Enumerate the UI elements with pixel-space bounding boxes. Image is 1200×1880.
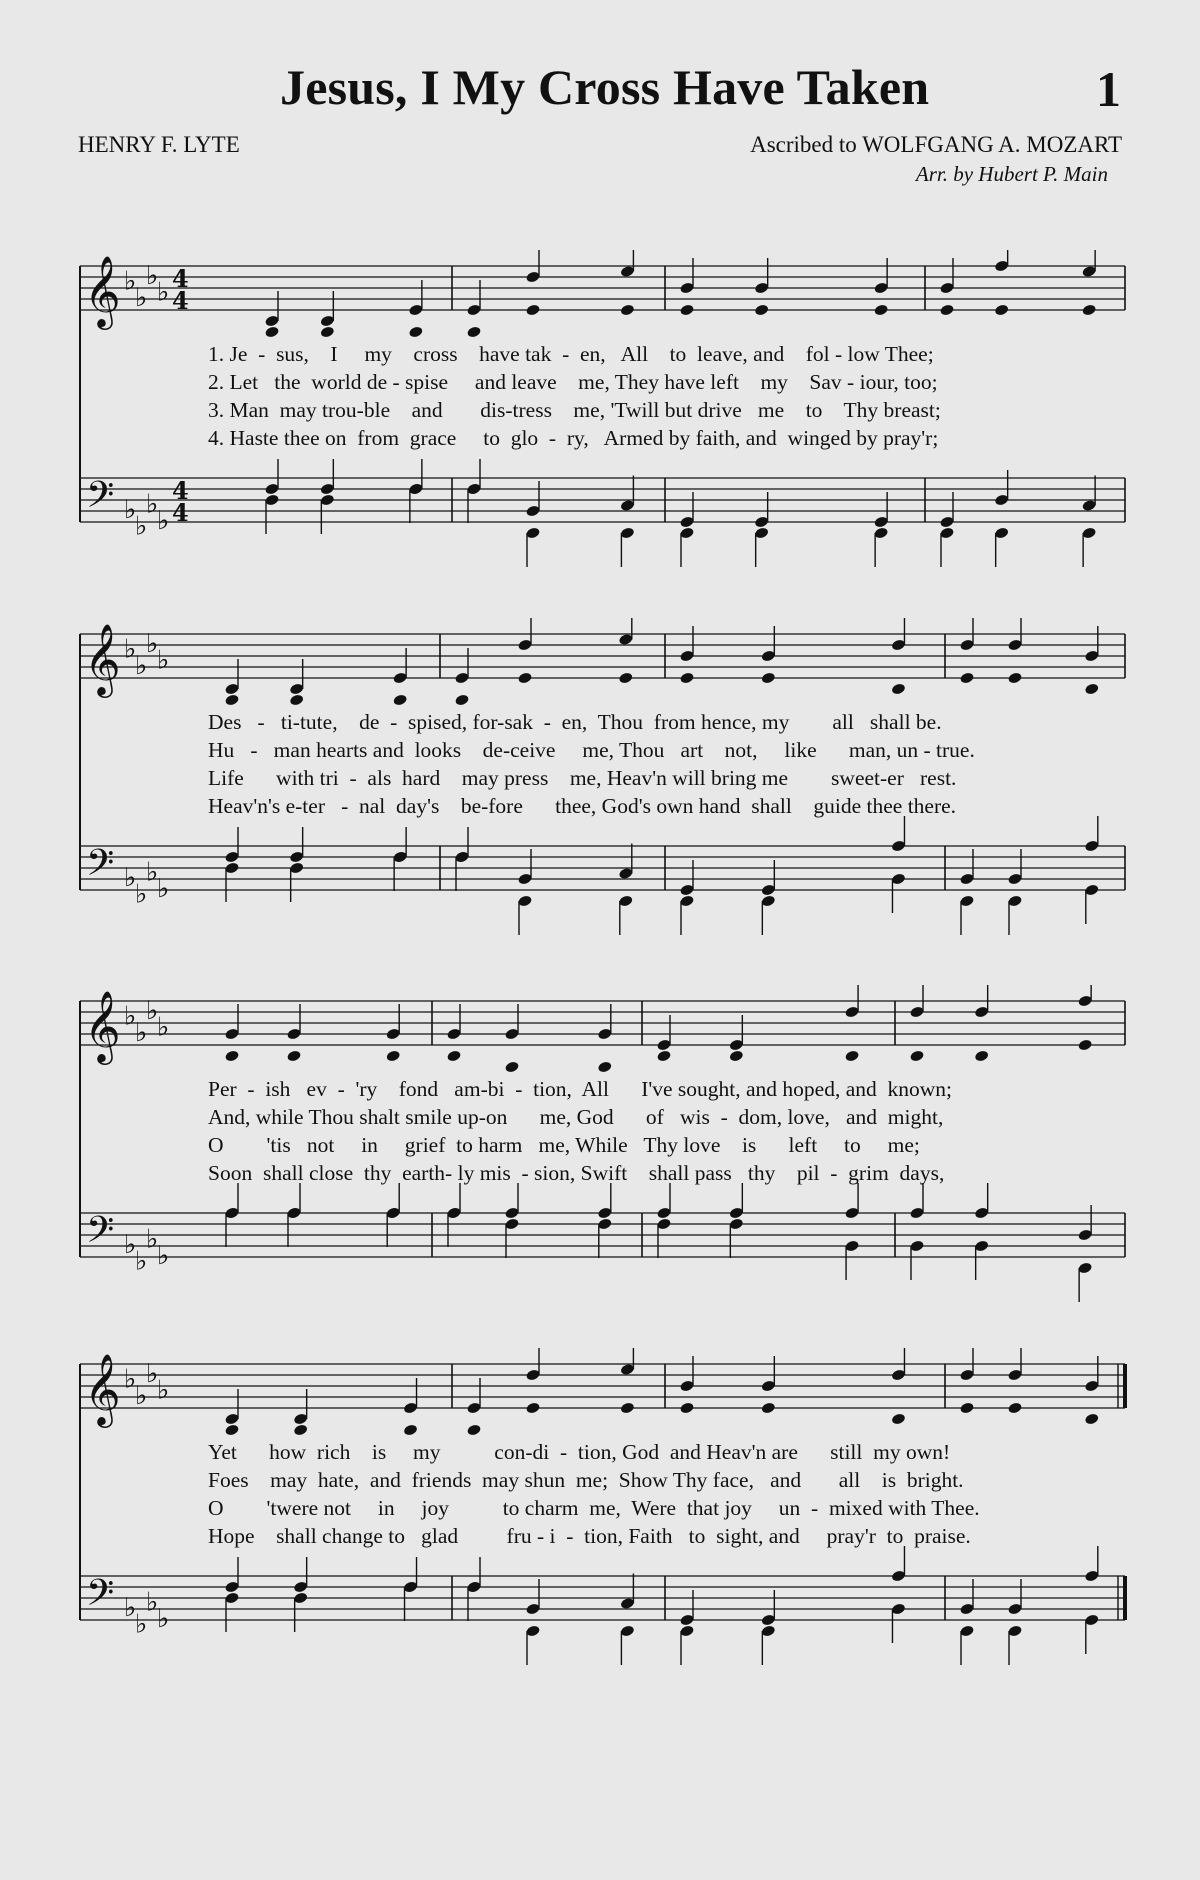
flat-sign-icon: ♭ <box>124 1364 137 1395</box>
flat-sign-icon: ♭ <box>135 283 148 313</box>
flat-sign-icon: ♭ <box>157 1375 170 1406</box>
note-head <box>1084 1412 1099 1425</box>
flat-sign-icon: ♭ <box>135 1381 148 1411</box>
note-head <box>454 693 469 706</box>
lyric-verse-1: Yet how rich is my con-di - tion, God and Heav'n are still my own! <box>208 1440 951 1464</box>
note-head <box>286 1049 301 1062</box>
flat-sign-icon: ♭ <box>135 651 148 681</box>
note-head <box>517 671 532 684</box>
note-head <box>618 671 633 684</box>
flat-sign-icon: ♭ <box>157 1241 170 1271</box>
note-head <box>891 682 906 695</box>
treble-clef-icon: 𝄞 <box>84 1352 121 1425</box>
music-system-2 <box>0 618 1200 958</box>
note-head <box>1084 682 1099 695</box>
arranger-credit: Arr. by Hubert P. Main <box>915 162 1108 186</box>
note-head <box>504 1060 519 1073</box>
bass-clef-icon: 𝄢 <box>86 1572 115 1623</box>
flat-sign-icon: ♭ <box>124 495 137 525</box>
composer-credit: Ascribed to WOLFGANG A. MOZART <box>750 132 1122 157</box>
lyric-verse-4: Heav'n's e-ter - nal day's be-fore thee, God's own hand shall guide thee there. <box>208 794 957 818</box>
lyrics-block <box>208 340 1118 452</box>
note-head <box>754 303 769 316</box>
note-head <box>320 325 335 338</box>
flat-sign-icon: ♭ <box>146 1587 159 1618</box>
note-head <box>656 1049 671 1062</box>
note-head <box>386 1049 401 1062</box>
flat-sign-icon: ♭ <box>124 266 137 297</box>
music-system-1 <box>0 250 1200 590</box>
note-head <box>873 303 888 316</box>
flat-sign-icon: ♭ <box>157 874 170 904</box>
note-head <box>597 1060 612 1073</box>
flat-sign-icon: ♭ <box>146 261 159 291</box>
lyric-verse-4: Hope shall change to glad fru - i - tion, Faith to sight, and pray'r to praise. <box>208 1524 971 1548</box>
flat-sign-icon: ♭ <box>124 863 137 893</box>
note-head <box>289 693 304 706</box>
lyric-verse-2: Hu - man hearts and looks de-ceive me, Thou art not, like man, un - true. <box>208 738 975 762</box>
note-head <box>525 303 540 316</box>
bass-clef-icon: 𝄢 <box>86 842 115 893</box>
lyric-verse-4: 4. Haste thee on from grace to glo - ry, Armed by faith, and winged by pray'r; <box>208 426 939 450</box>
flat-sign-icon: ♭ <box>124 634 137 665</box>
music-system-3 <box>0 985 1200 1325</box>
lyric-verse-1: Per - ish ev - 'ry fond am-bi - tion, All I've sought, and hoped, and known; <box>208 1077 953 1101</box>
lyric-verse-3: O 'twere not in joy to charm me, Were that joy un - mixed with Thee. <box>208 1496 980 1520</box>
flat-sign-icon: ♭ <box>124 1593 137 1623</box>
note-head <box>761 1401 776 1414</box>
treble-clef-icon: 𝄞 <box>84 622 121 695</box>
time-signature-numerator: 4 <box>172 264 189 293</box>
note-head <box>408 325 423 338</box>
lyric-verse-4: Soon shall close thy earth- ly mis - sion, Swift shall pass thy pil - grim days, <box>208 1161 945 1185</box>
flat-sign-icon: ♭ <box>124 1230 137 1260</box>
lyric-verse-1: 1. Je - sus, I my cross have tak - en, All to leave, and fol - low Thee; <box>208 342 934 366</box>
note-head <box>1081 303 1096 316</box>
flat-sign-icon: ♭ <box>157 645 170 676</box>
flat-sign-icon: ♭ <box>146 996 159 1026</box>
treble-clef-icon: 𝄞 <box>84 254 121 327</box>
note-head <box>909 1049 924 1062</box>
flat-sign-icon: ♭ <box>124 1001 137 1032</box>
flat-sign-icon: ♭ <box>157 1604 170 1634</box>
flat-sign-icon: ♭ <box>135 1609 148 1640</box>
note-head <box>224 693 239 706</box>
note-head <box>403 1423 418 1436</box>
lyric-verse-2: And, while Thou shalt smile up-on me, God of wis - dom, love, and might, <box>208 1105 944 1129</box>
flat-sign-icon: ♭ <box>157 1012 170 1043</box>
note-head <box>891 1412 906 1425</box>
lyrics-block <box>208 1438 1118 1550</box>
bass-clef-icon: 𝄢 <box>86 474 115 525</box>
note-head <box>224 1423 239 1436</box>
note-head <box>466 325 481 338</box>
lyric-verse-1: Des - ti-tute, de - spised, for-sak - en, Thou from hence, my all shall be. <box>208 710 942 734</box>
treble-clef-icon: 𝄞 <box>84 989 121 1062</box>
note-head <box>293 1423 308 1436</box>
music-system-4 <box>0 1348 1200 1688</box>
time-signature-denominator: 4 <box>172 286 189 315</box>
note-head <box>224 1049 239 1062</box>
flat-sign-icon: ♭ <box>146 1359 159 1389</box>
note-head <box>959 671 974 684</box>
note-head <box>679 303 694 316</box>
note-head <box>1007 671 1022 684</box>
time-signature-denominator: 4 <box>172 498 189 527</box>
flat-sign-icon: ♭ <box>146 629 159 659</box>
note-head <box>264 325 279 338</box>
lyric-verse-3: 3. Man may trou-ble and dis-tress me, 'Twill but drive me to Thy breast; <box>208 398 941 422</box>
flat-sign-icon: ♭ <box>135 879 148 910</box>
flat-sign-icon: ♭ <box>146 489 159 520</box>
lyric-verse-2: Foes may hate, and friends may shun me; Show Thy face, and all is bright. <box>208 1468 964 1492</box>
note-head <box>1007 1401 1022 1414</box>
time-signature-numerator: 4 <box>172 476 189 505</box>
note-head <box>620 303 635 316</box>
note-head <box>761 671 776 684</box>
hymn-number: 1 <box>1096 61 1121 117</box>
hymn-title: Jesus, I My Cross Have Taken <box>280 59 930 115</box>
flat-sign-icon: ♭ <box>146 857 159 888</box>
flat-sign-icon: ♭ <box>135 511 148 542</box>
note-head <box>959 1401 974 1414</box>
flat-sign-icon: ♭ <box>157 277 170 308</box>
lyrics-block <box>208 708 1118 820</box>
note-head <box>1077 1038 1092 1051</box>
note-head <box>446 1049 461 1062</box>
note-head <box>939 303 954 316</box>
lyric-verse-2: 2. Let the world de - spise and leave me, They have left my Sav - iour, too; <box>208 370 938 394</box>
note-head <box>679 1401 694 1414</box>
note-head <box>729 1049 744 1062</box>
note-head <box>844 1049 859 1062</box>
lyric-verse-3: O 'tis not in grief to harm me, While Thy love is left to me; <box>208 1133 920 1157</box>
note-head <box>974 1049 989 1062</box>
author-credit: HENRY F. LYTE <box>78 132 240 157</box>
lyrics-block <box>208 1075 1118 1187</box>
lyric-verse-3: Life with tri - als hard may press me, Heav'n will bring me sweet-er rest. <box>208 766 957 790</box>
bass-clef-icon: 𝄢 <box>86 1209 115 1260</box>
flat-sign-icon: ♭ <box>146 1224 159 1255</box>
note-head <box>466 1423 481 1436</box>
note-head <box>525 1401 540 1414</box>
note-head <box>392 693 407 706</box>
note-head <box>679 671 694 684</box>
note-head <box>620 1401 635 1414</box>
flat-sign-icon: ♭ <box>135 1018 148 1048</box>
flat-sign-icon: ♭ <box>157 506 170 536</box>
note-head <box>994 303 1009 316</box>
flat-sign-icon: ♭ <box>135 1246 148 1277</box>
